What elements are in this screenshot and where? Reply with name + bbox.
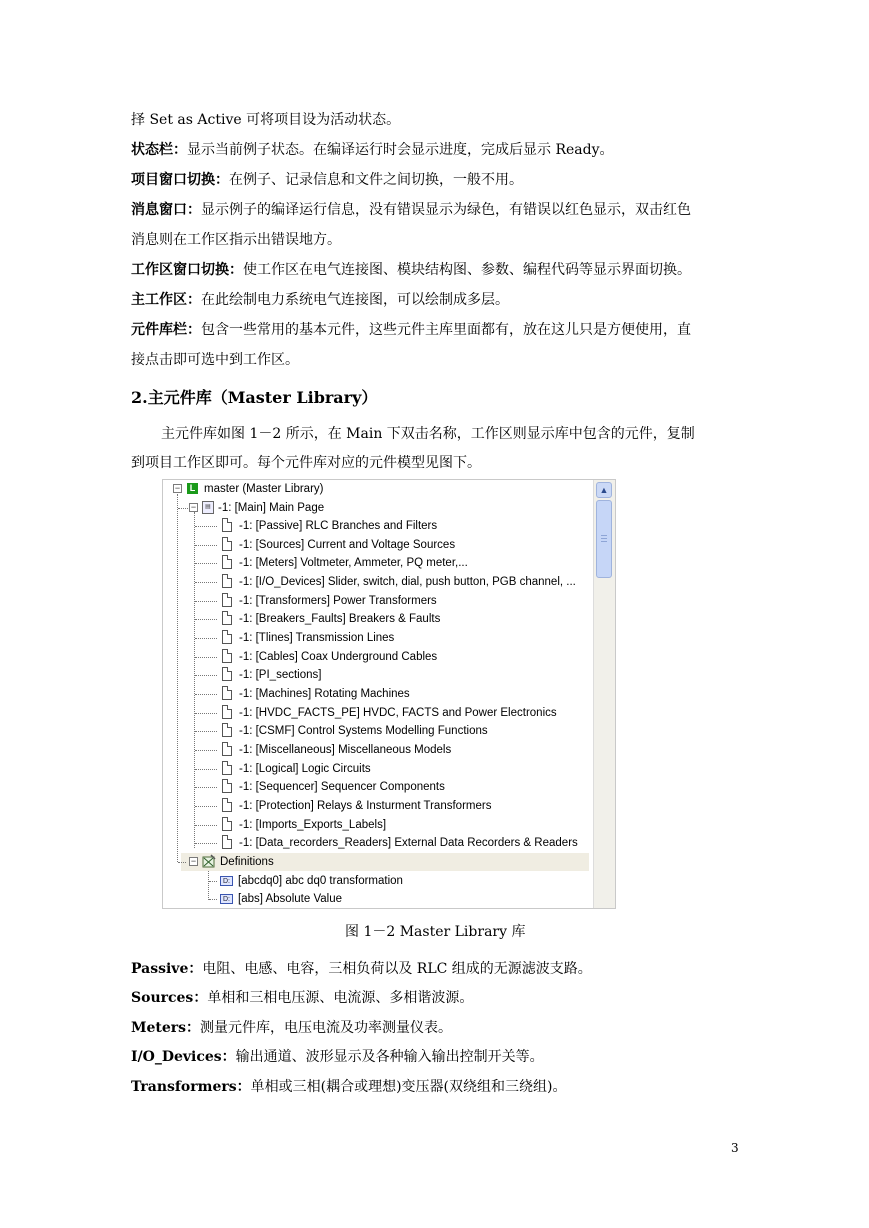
description-text: 单相和三相电压源、电流源、多相谐波源。 bbox=[207, 990, 474, 1006]
tree-connector bbox=[195, 806, 217, 807]
tree-node-child[interactable] bbox=[163, 685, 593, 703]
tree-node-label: -1: [Breakers_Faults] Breakers & Faults bbox=[239, 613, 441, 625]
document-icon bbox=[222, 630, 232, 644]
item-message-window-cont: 消息则在工作区指示出错误地方。 bbox=[131, 232, 341, 248]
tree-connector bbox=[195, 563, 217, 564]
item-term: 元件库栏： bbox=[131, 322, 201, 338]
tree-node-child[interactable] bbox=[163, 629, 593, 647]
description-term: I/O_Devices： bbox=[131, 1049, 236, 1065]
tree-node-label: -1: [Main] Main Page bbox=[218, 502, 325, 514]
item-text: 在此绘制电力系统电气连接图，可以绘制成多层。 bbox=[201, 292, 509, 308]
grip-line bbox=[601, 538, 607, 539]
description-sources bbox=[131, 988, 741, 1008]
page-number: 3 bbox=[731, 1141, 739, 1155]
tree-node-child[interactable] bbox=[163, 778, 593, 796]
item-term: 消息窗口： bbox=[131, 202, 201, 218]
tree-node-child[interactable] bbox=[163, 797, 593, 815]
document-icon bbox=[222, 761, 232, 775]
tree-node-child[interactable] bbox=[163, 666, 593, 684]
tree-connector bbox=[178, 508, 188, 509]
tree-connector bbox=[195, 769, 217, 770]
tree-node-label: master (Master Library) bbox=[204, 483, 324, 495]
tree-node-label: [abs] Absolute Value bbox=[238, 893, 342, 905]
tree-node-child[interactable] bbox=[163, 760, 593, 778]
tree-node-label: -1: [Miscellaneous] Miscellaneous Models bbox=[239, 744, 452, 756]
document-icon bbox=[222, 779, 232, 793]
tree-node-label: -1: [Sequencer] Sequencer Components bbox=[239, 781, 445, 793]
tree-node-child[interactable] bbox=[163, 517, 593, 535]
tree-connector bbox=[195, 526, 217, 527]
section-paragraph-line-1: 主元件库如图 1－2 所示，在 Main 下双击名称，工作区则显示库中包含的元件，复制 bbox=[161, 426, 695, 442]
description-text: 单相或三相(耦合或理想)变压器(双绕组和三绕组)。 bbox=[250, 1079, 567, 1095]
tree-node-label: -1: [PI_sections] bbox=[239, 669, 322, 681]
tree-node-definition[interactable] bbox=[163, 890, 593, 908]
description-passive bbox=[131, 959, 741, 979]
tree-node-child[interactable] bbox=[163, 834, 593, 852]
tree-node-label: -1: [Cables] Coax Underground Cables bbox=[239, 651, 438, 663]
tree-node-label: -1: [Meters] Voltmeter, Ammeter, PQ meter,... bbox=[239, 557, 468, 569]
description-text: 输出通道、波形显示及各种输入输出控制开关等。 bbox=[235, 1049, 544, 1065]
item-text: 使工作区在电气连接图、模块结构图、参数、编程代码等显示界面切换。 bbox=[243, 262, 691, 278]
description-term: Passive： bbox=[131, 961, 203, 977]
tree-connector bbox=[195, 825, 217, 826]
tree-node-label: -1: [Data_recorders_Readers] External Data Recorders & Readers bbox=[239, 837, 578, 849]
tree-connector bbox=[195, 657, 217, 658]
intro-line: 择 Set as Active 可将项目设为活动状态。 bbox=[131, 112, 401, 128]
library-icon: L bbox=[187, 483, 198, 494]
item-text: 在例子、记录信息和文件之间切换，一般不用。 bbox=[229, 172, 523, 188]
document-icon bbox=[222, 817, 232, 831]
document-icon bbox=[222, 705, 232, 719]
document-icon bbox=[222, 649, 232, 663]
tree-node-label: [abcdq0] abc dq0 transformation bbox=[238, 875, 403, 887]
description-term: Transformers： bbox=[131, 1079, 251, 1095]
tree-node-child[interactable] bbox=[163, 610, 593, 628]
item-main-workspace bbox=[131, 290, 741, 310]
tree-node-child[interactable] bbox=[163, 573, 593, 591]
tree-node-definitions[interactable] bbox=[181, 853, 589, 871]
item-message-window bbox=[131, 200, 741, 220]
tree-connector bbox=[195, 713, 217, 714]
tree-connector bbox=[195, 675, 217, 676]
document-icon bbox=[222, 593, 232, 607]
item-library-bar bbox=[131, 320, 741, 340]
vertical-scrollbar[interactable] bbox=[593, 480, 615, 908]
document-icon bbox=[222, 555, 232, 569]
tree-connector bbox=[195, 694, 217, 695]
tree-connector bbox=[195, 582, 217, 583]
item-term: 状态栏： bbox=[131, 142, 187, 158]
description-io-devices bbox=[131, 1047, 741, 1067]
document-icon bbox=[222, 537, 232, 551]
definitions-icon bbox=[202, 854, 216, 869]
tree-connector bbox=[178, 862, 186, 863]
tree-node-child[interactable] bbox=[163, 554, 593, 572]
description-meters bbox=[131, 1018, 741, 1038]
tree-node-label: Definitions bbox=[220, 856, 274, 868]
tree-node-label: -1: [Logical] Logic Circuits bbox=[239, 763, 371, 775]
item-status-bar bbox=[131, 140, 741, 160]
tree-connector bbox=[195, 750, 217, 751]
scroll-up-icon[interactable]: ▲ bbox=[596, 482, 612, 498]
document-icon bbox=[222, 686, 232, 700]
section-heading: 2.主元件库（Master Library） bbox=[131, 388, 378, 407]
tree-node-label: -1: [HVDC_FACTS_PE] HVDC, FACTS and Power Electronics bbox=[239, 707, 557, 719]
description-term: Sources： bbox=[131, 990, 208, 1006]
tree-node-label: -1: [Protection] Relays & Insturment Transformers bbox=[239, 800, 492, 812]
tree-node-child[interactable] bbox=[163, 592, 593, 610]
tree-node-label: -1: [Tlines] Transmission Lines bbox=[239, 632, 395, 644]
tree-node-main-page[interactable] bbox=[163, 499, 593, 517]
document-icon bbox=[222, 723, 232, 737]
document-icon bbox=[222, 742, 232, 756]
document-icon bbox=[222, 667, 232, 681]
tree-connector bbox=[195, 787, 217, 788]
description-text: 测量元件库，电压电流及功率测量仪表。 bbox=[200, 1020, 453, 1036]
tree-connector bbox=[195, 731, 217, 732]
definition-icon: D: bbox=[220, 876, 233, 886]
item-text: 显示当前例子状态。在编译运行时会显示进度，完成后显示 Ready。 bbox=[187, 142, 614, 158]
tree-connector bbox=[195, 638, 217, 639]
tree-node-label: -1: [Sources] Current and Voltage Sources bbox=[239, 539, 456, 551]
collapse-icon[interactable]: − bbox=[190, 856, 197, 866]
document-icon bbox=[222, 798, 232, 812]
tree-connector bbox=[209, 881, 217, 882]
description-transformers bbox=[131, 1077, 741, 1097]
description-term: Meters： bbox=[131, 1020, 201, 1036]
tree-node-label: -1: [CSMF] Control Systems Modelling Functions bbox=[239, 725, 488, 737]
definition-icon: D: bbox=[220, 894, 233, 904]
document-icon bbox=[222, 574, 232, 588]
tree-node-child[interactable] bbox=[163, 741, 593, 759]
tree-view[interactable] bbox=[163, 480, 593, 908]
figure-caption: 图 1－2 Master Library 库 bbox=[345, 924, 526, 940]
item-text: 包含一些常用的基本元件，这些元件主库里面都有，放在这儿只是方便使用，直 bbox=[201, 322, 691, 338]
tree-node-label: -1: [Machines] Rotating Machines bbox=[239, 688, 410, 700]
description-text: 电阻、电感、电容，三相负荷以及 RLC 组成的无源滤波支路。 bbox=[202, 961, 592, 977]
tree-node-label: -1: [Transformers] Power Transformers bbox=[239, 595, 437, 607]
section-paragraph-line-2: 到项目工作区即可。每个元件库对应的元件模型见图下。 bbox=[131, 455, 481, 471]
document-icon bbox=[222, 611, 232, 625]
tree-node-child[interactable] bbox=[163, 704, 593, 722]
collapse-icon[interactable]: − bbox=[190, 502, 197, 512]
document-icon bbox=[222, 835, 232, 849]
tree-node-root[interactable] bbox=[163, 480, 593, 498]
grip-line bbox=[601, 535, 607, 536]
item-term: 主工作区： bbox=[131, 292, 201, 308]
tree-connector bbox=[195, 843, 217, 844]
tree-node-label: -1: [I/O_Devices] Slider, switch, dial, push button, PGB channel, ... bbox=[239, 576, 576, 588]
page-icon: ▤ bbox=[202, 501, 214, 514]
tree-connector bbox=[195, 545, 217, 546]
item-library-bar-cont: 接点击即可选中到工作区。 bbox=[131, 352, 299, 368]
document-icon bbox=[222, 518, 232, 532]
tree-node-definition[interactable] bbox=[163, 872, 593, 890]
item-project-switch bbox=[131, 170, 741, 190]
collapse-icon[interactable]: − bbox=[174, 483, 181, 493]
tree-node-child[interactable] bbox=[163, 536, 593, 554]
tree-node-child[interactable] bbox=[163, 722, 593, 740]
item-text: 显示例子的编译运行信息，没有错误显示为绿色，有错误以红色显示，双击红色 bbox=[201, 202, 691, 218]
item-workspace-switch bbox=[131, 260, 741, 280]
grip-line bbox=[601, 541, 607, 542]
tree-node-label: -1: [Imports_Exports_Labels] bbox=[239, 819, 387, 831]
item-term: 工作区窗口切换： bbox=[131, 262, 243, 278]
master-library-tree-figure bbox=[162, 479, 616, 909]
tree-node-child[interactable] bbox=[163, 648, 593, 666]
tree-connector bbox=[195, 619, 217, 620]
tree-connector bbox=[209, 899, 217, 900]
scrollbar-thumb[interactable] bbox=[596, 500, 612, 578]
tree-node-label: -1: [Passive] RLC Branches and Filters bbox=[239, 520, 438, 532]
item-term: 项目窗口切换： bbox=[131, 172, 229, 188]
tree-node-child[interactable] bbox=[163, 816, 593, 834]
tree-connector bbox=[195, 601, 217, 602]
